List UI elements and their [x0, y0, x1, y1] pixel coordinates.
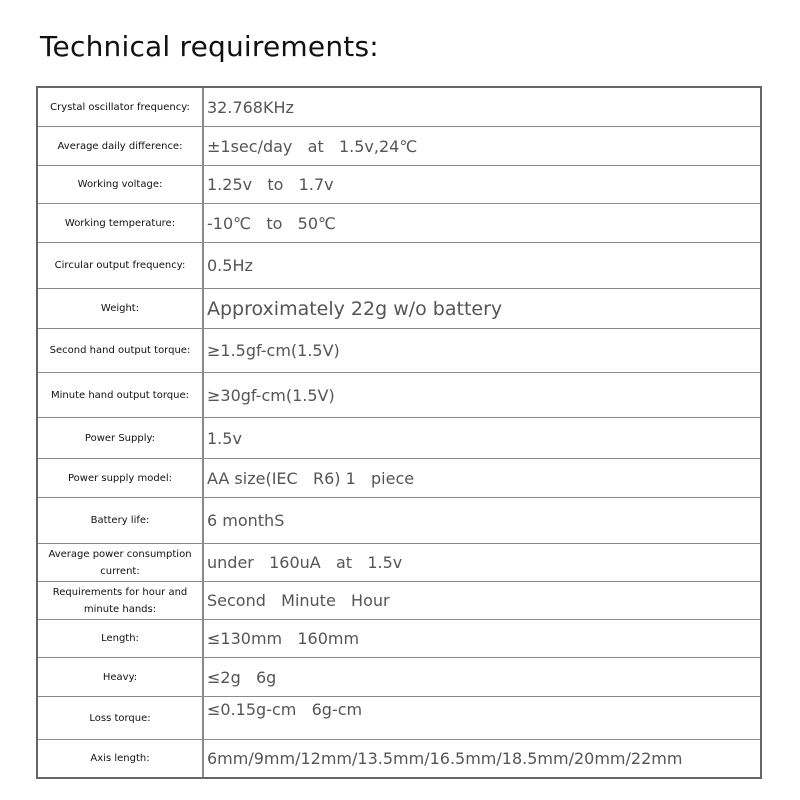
- row-value: ≥30gf-cm(1.5V): [207, 385, 335, 405]
- table-row: [38, 126, 760, 165]
- row-label: Second hand output torque:: [38, 329, 204, 372]
- table-row: [38, 458, 760, 497]
- row-label: Power Supply:: [38, 418, 204, 458]
- row-label: Average power consumption current:: [38, 544, 204, 581]
- table-row: [38, 417, 760, 458]
- row-value: 32.768KHz: [207, 97, 294, 117]
- table-row: [38, 203, 760, 242]
- row-label: Power supply model:: [38, 459, 204, 497]
- row-label: Loss torque:: [38, 697, 204, 739]
- table-row: [38, 372, 760, 417]
- row-value: 6mm/9mm/12mm/13.5mm/16.5mm/18.5mm/20mm/22mm: [207, 749, 683, 768]
- table-row: [38, 328, 760, 372]
- row-value: 6 monthS: [207, 511, 285, 530]
- row-label: Crystal oscillator frequency:: [38, 88, 204, 126]
- row-label: Average daily difference:: [38, 127, 204, 165]
- row-label: Working temperature:: [38, 204, 204, 242]
- row-value: 1.25v to 1.7v: [207, 175, 334, 194]
- row-label: Minute hand output torque:: [38, 373, 204, 417]
- table-row: [38, 242, 760, 288]
- row-value: ≥1.5gf-cm(1.5V): [207, 341, 340, 360]
- table-row: [38, 581, 760, 619]
- table-row: [38, 619, 760, 657]
- row-label: Battery life:: [38, 498, 204, 543]
- row-value: -10℃ to 50℃: [207, 213, 337, 233]
- row-value: AA size(IEC R6) 1 piece: [207, 468, 415, 488]
- table-row: [38, 165, 760, 203]
- row-label: Requirements for hour and minute hands:: [38, 582, 204, 619]
- table-row: [38, 696, 760, 739]
- row-value: 0.5Hz: [207, 256, 253, 275]
- row-value: under 160uA at 1.5v: [207, 553, 403, 572]
- row-label: Axis length:: [38, 740, 204, 777]
- row-value: ±1sec/day at 1.5v,24℃: [207, 136, 418, 156]
- table-row: [38, 543, 760, 581]
- row-label: Length:: [38, 620, 204, 657]
- page-title: Technical requirements:: [40, 30, 379, 63]
- table-row: [38, 739, 760, 777]
- row-label: Circular output frequency:: [38, 243, 204, 288]
- table-row: [38, 88, 760, 126]
- table-row: [38, 497, 760, 543]
- row-value: ≤2g 6g: [207, 667, 277, 687]
- spec-table: [36, 86, 762, 779]
- row-value: Second Minute Hour: [207, 591, 390, 610]
- table-row: [38, 288, 760, 328]
- row-value: Approximately 22g w/o battery: [207, 297, 503, 320]
- row-label: Heavy:: [38, 658, 204, 696]
- row-label: Weight:: [38, 289, 204, 328]
- row-value: 1.5v: [207, 428, 242, 448]
- table-row: [38, 657, 760, 696]
- row-value: ≤0.15g-cm 6g-cm: [207, 700, 363, 719]
- row-value: ≤130mm 160mm: [207, 629, 360, 648]
- row-label: Working voltage:: [38, 166, 204, 203]
